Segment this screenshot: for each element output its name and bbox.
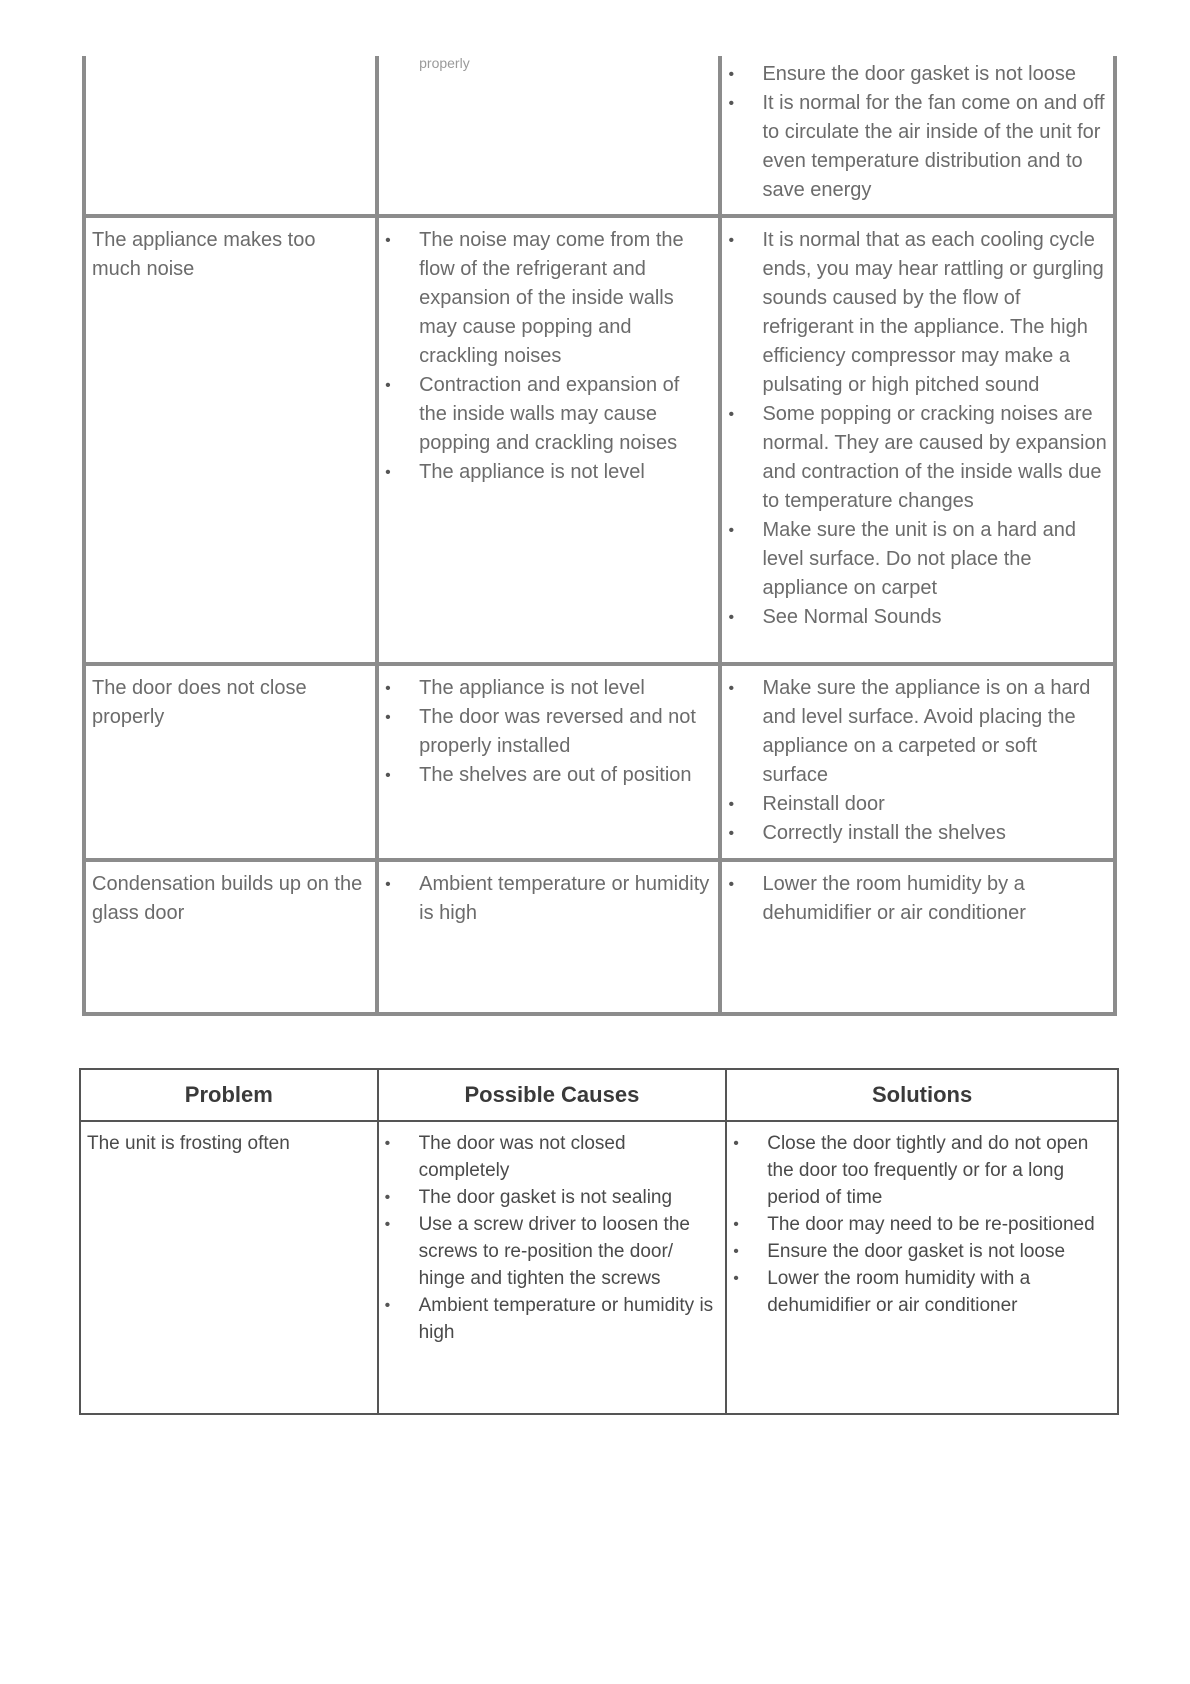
cause-item: • The shelves are out of position (419, 761, 712, 790)
causes-cell (377, 860, 720, 1014)
cause-item: • Ambient temperature or humidity is high (419, 1292, 720, 1346)
problem-cell (80, 1121, 378, 1414)
causes-cell (377, 216, 720, 664)
causes-cell (378, 1121, 727, 1414)
solutions-cell (720, 216, 1115, 664)
cause-item: • The door was reversed and not properly installed (419, 703, 712, 761)
header-problem: Problem (80, 1069, 378, 1121)
solution-item: • Make sure the appliance is on a hard and level surface. Avoid placing the appliance on a carpeted or soft surface (762, 674, 1107, 790)
table-row (84, 860, 1115, 1014)
table-row (84, 664, 1115, 860)
table-row (84, 216, 1115, 664)
troubleshooting-table-continued (82, 56, 1117, 1016)
problem-cell (84, 860, 377, 1014)
cause-item: • The appliance is not level (419, 458, 712, 487)
table-header-row (80, 1069, 1118, 1121)
solution-item: • Make sure the unit is on a hard and level surface. Do not place the appliance on carpet (762, 516, 1107, 603)
cause-item: • The door gasket is not sealing (419, 1184, 720, 1211)
table-row (80, 1121, 1118, 1414)
solution-item: • It is normal for the fan come on and off to circulate the air inside of the unit for even temperature distribution and to save energy (762, 89, 1107, 205)
solution-item: • Lower the room humidity by a dehumidifier or air conditioner (762, 870, 1107, 928)
solution-item: • It is normal that as each cooling cycle ends, you may hear rattling or gurgling sounds caused by the flow of refrigerant in the appliance. The high efficiency compressor may make a pulsating or high pitched sound (762, 226, 1107, 400)
solution-item: • Some popping or cracking noises are normal. They are caused by expansion and contraction of the inside walls due to temperature changes (762, 400, 1107, 516)
problem-cell (84, 216, 377, 664)
solution-item: • Close the door tightly and do not open the door too frequently or for a long period of time (767, 1130, 1111, 1211)
solution-item: • Ensure the door gasket is not loose (767, 1238, 1111, 1265)
cause-item: properly (419, 55, 470, 71)
solutions-cell (720, 56, 1115, 216)
solution-item: • The door may need to be re-positioned (767, 1211, 1111, 1238)
cause-item: • Ambient temperature or humidity is high (419, 870, 712, 928)
solution-item: • See Normal Sounds (762, 603, 1107, 632)
solution-item: • Lower the room humidity with a dehumidifier or air conditioner (767, 1265, 1111, 1319)
cause-item: • Use a screw driver to loosen the screws to re-position the door/ hinge and tighten the screws (419, 1211, 720, 1292)
solution-item: • Ensure the door gasket is not loose (762, 60, 1107, 89)
table-row (84, 56, 1115, 216)
problem-text: The unit is frosting often (87, 1133, 290, 1154)
cause-item: • The appliance is not level (419, 674, 712, 703)
problem-text: Condensation builds up on the glass door (92, 873, 363, 924)
causes-cell (377, 664, 720, 860)
causes-cell (377, 56, 720, 216)
troubleshooting-table (79, 1068, 1119, 1415)
header-solutions: Solutions (726, 1069, 1118, 1121)
problem-text: The door does not close properly (92, 677, 307, 728)
solution-item: • Reinstall door (762, 790, 1107, 819)
problem-text: The appliance makes too much noise (92, 229, 316, 280)
cause-item: • Contraction and expansion of the inside walls may cause popping and crackling noises (419, 371, 712, 458)
problem-cell (84, 664, 377, 860)
solution-item: • Correctly install the shelves (762, 819, 1107, 848)
solutions-cell (726, 1121, 1118, 1414)
solutions-cell (720, 664, 1115, 860)
header-possible-causes: Possible Causes (378, 1069, 727, 1121)
cause-item: • The door was not closed completely (419, 1130, 720, 1184)
problem-text (86, 56, 375, 64)
solutions-cell (720, 860, 1115, 1014)
problem-cell (84, 56, 377, 216)
cause-item: • The noise may come from the flow of the refrigerant and expansion of the inside walls may cause popping and crackling noises (419, 226, 712, 371)
